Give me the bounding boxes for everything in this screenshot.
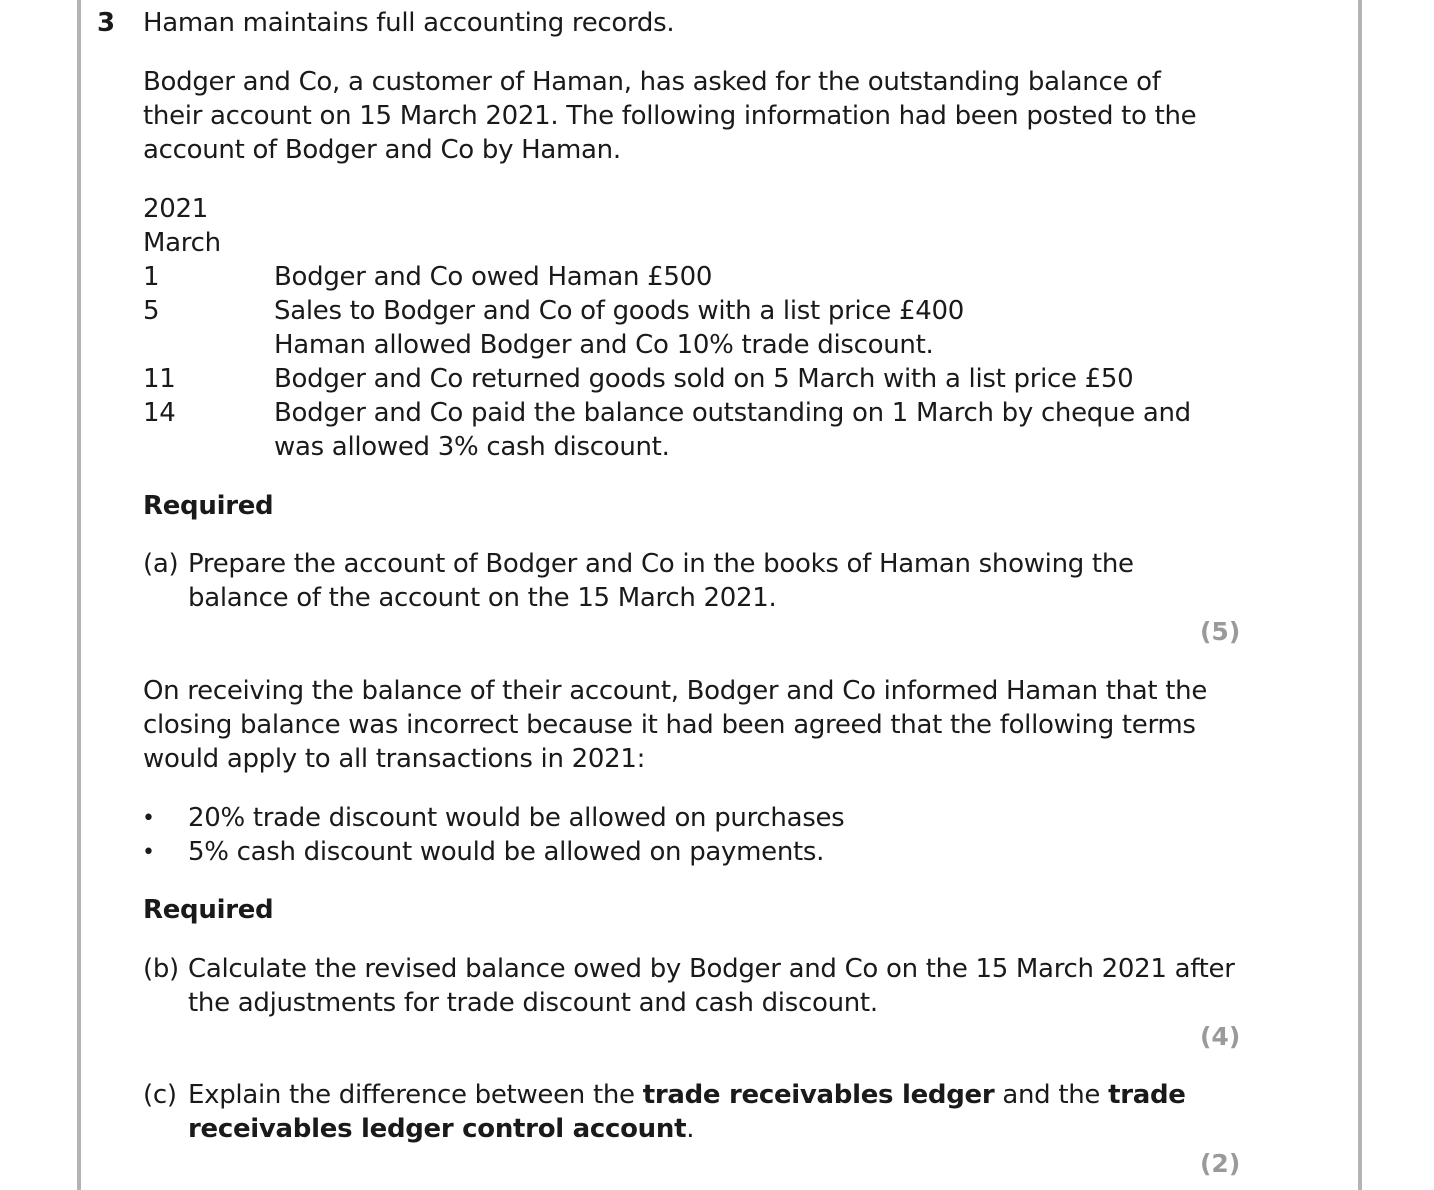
entry-text: was allowed 3% cash discount. [274, 432, 670, 462]
part-c-text: and the [994, 1080, 1109, 1110]
required-heading: Required [143, 895, 274, 925]
entry-day: 11 [143, 364, 176, 394]
page-border-left [77, 0, 81, 1190]
entry-day: 5 [143, 296, 160, 326]
para1-line: account of Bodger and Co by Haman. [143, 135, 621, 165]
part-c-text-line1 [188, 1078, 1186, 1112]
part-a-marks: (5) [1200, 617, 1241, 646]
entry-day: 1 [143, 262, 160, 292]
part-c-marks: (2) [1200, 1149, 1241, 1178]
entry-text: Sales to Bodger and Co of goods with a list price £400 [274, 296, 965, 326]
bullet-text: 5% cash discount would be allowed on payments. [188, 837, 825, 867]
part-b-text: the adjustments for trade discount and cash discount. [188, 988, 878, 1018]
part-c-label: (c) [143, 1080, 177, 1110]
page-border-right [1358, 0, 1362, 1190]
entry-text: Bodger and Co returned goods sold on 5 March with a list price £50 [274, 364, 1134, 394]
question-number: 3 [97, 8, 116, 38]
required-heading: Required [143, 491, 274, 521]
part-a-label: (a) [143, 549, 179, 579]
part-c-term: trade receivables ledger [642, 1080, 995, 1110]
ledger-year: 2021 [143, 194, 208, 224]
part-b-text: Calculate the revised balance owed by Bodger and Co on the 15 March 2021 after [188, 954, 1235, 984]
para1-line: Bodger and Co, a customer of Haman, has asked for the outstanding balance of [143, 67, 1161, 97]
para2-line: On receiving the balance of their account, Bodger and Co informed Haman that the [143, 676, 1208, 706]
entry-text: Haman allowed Bodger and Co 10% trade discount. [274, 330, 934, 360]
entry-text: Bodger and Co paid the balance outstanding on 1 March by cheque and [274, 398, 1191, 428]
question-intro: Haman maintains full accounting records. [143, 8, 675, 38]
para1-line: their account on 15 March 2021. The following information had been posted to the [143, 101, 1197, 131]
part-c-text: Explain the difference between the [188, 1080, 643, 1110]
entry-day: 14 [143, 398, 176, 428]
bullet-icon: • [142, 840, 155, 865]
part-b-label: (b) [143, 954, 179, 984]
part-c-term: trade [1108, 1080, 1186, 1110]
para2-line: would apply to all transactions in 2021: [143, 744, 646, 774]
part-c-text-line2 [188, 1112, 694, 1146]
ledger-month: March [143, 228, 221, 258]
part-b-marks: (4) [1200, 1022, 1241, 1051]
part-a-text: Prepare the account of Bodger and Co in the books of Haman showing the [188, 549, 1134, 579]
bullet-text: 20% trade discount would be allowed on purchases [188, 803, 845, 833]
part-a-text: balance of the account on the 15 March 2021. [188, 583, 777, 613]
entry-text: Bodger and Co owed Haman £500 [274, 262, 713, 292]
bullet-icon: • [142, 806, 155, 831]
part-c-text: . [686, 1114, 695, 1144]
part-c-term: receivables ledger control account [188, 1114, 687, 1144]
para2-line: closing balance was incorrect because it had been agreed that the following terms [143, 710, 1196, 740]
